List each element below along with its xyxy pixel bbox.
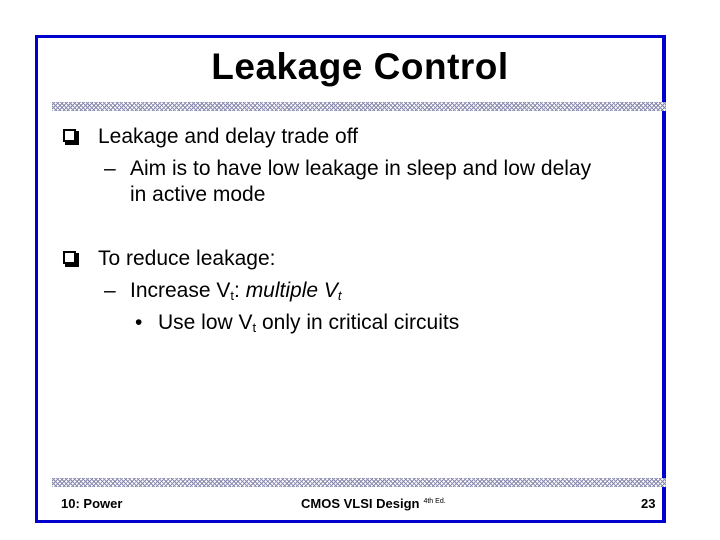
bullet-square-icon (63, 251, 76, 264)
bullet-2-text: To reduce leakage: (98, 247, 276, 270)
bullet-1-text: Leakage and delay trade off (98, 125, 358, 148)
bullet-2-subsub-line (158, 312, 459, 333)
subscript-t: t (252, 320, 257, 335)
footer-course-name: CMOS VLSI Design (301, 496, 420, 511)
dash-icon: – (104, 157, 116, 180)
bullet-1-sub-line-2: in active mode (130, 183, 266, 206)
footer-section: 10: Power (61, 496, 123, 511)
increase-vt-text: Increase V (130, 279, 231, 302)
subscript-t: t (337, 288, 342, 303)
critical-circuits-text: only in critical circuits (256, 311, 460, 334)
bullet-square-icon (63, 129, 76, 142)
footer-course-title (301, 496, 446, 511)
bullet-1-sub-line-1: Aim is to have low leakage in sleep and low delay (130, 157, 592, 180)
slide-title: Leakage Control (211, 46, 509, 87)
multiple-vt-text (246, 279, 342, 302)
footer-edition: 4th Ed. (423, 498, 446, 505)
colon-text: : (234, 279, 246, 302)
title-divider (52, 102, 666, 111)
footer-divider (52, 478, 666, 487)
bullet-2-sub-line (130, 280, 342, 301)
dot-bullet-icon: • (135, 311, 143, 334)
subscript-t: t (230, 288, 235, 303)
multiple-v-text: multiple V (245, 279, 338, 302)
dash-icon: – (104, 279, 116, 302)
footer-page-number: 23 (641, 496, 656, 511)
use-low-vt-text: Use low V (158, 311, 253, 334)
